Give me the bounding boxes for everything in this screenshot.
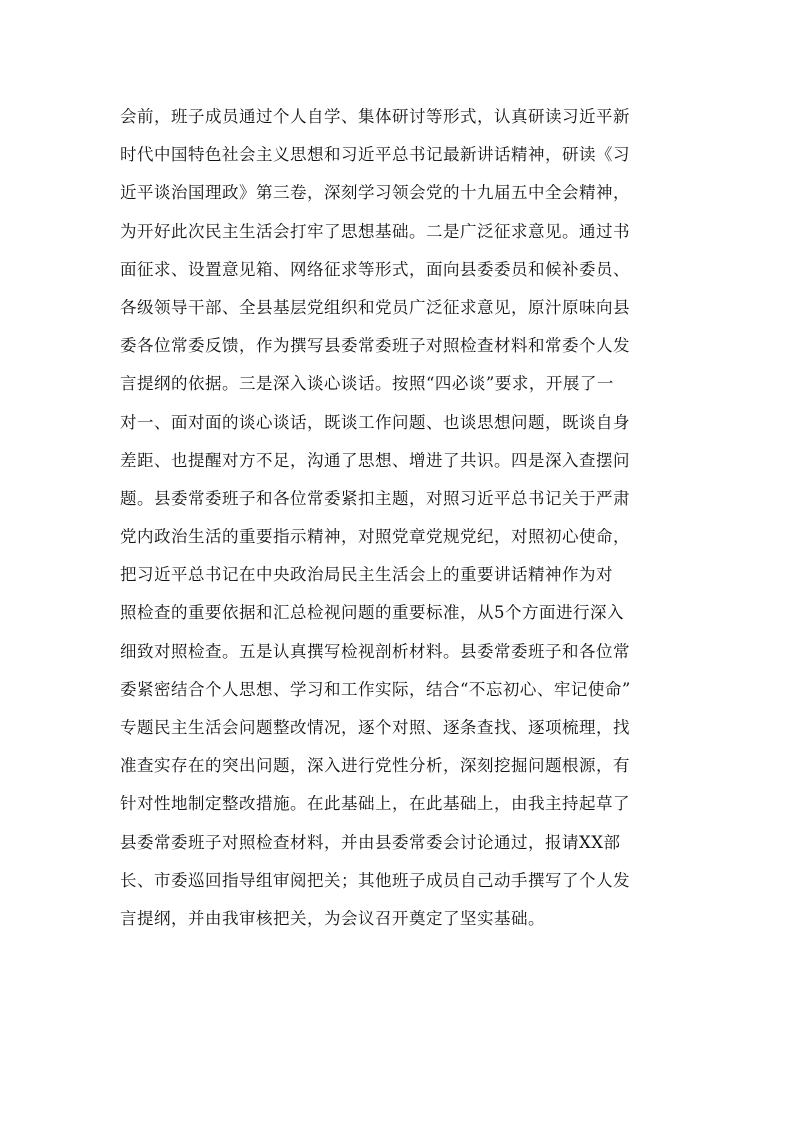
text-line-10: 差距、也提醒对方不足，沟通了思想、增进了共识。四是深入查摆问 bbox=[120, 450, 630, 470]
text-line-6: 各级领导干部、全县基层党组织和党员广泛征求意见，原汁原味向县 bbox=[120, 297, 630, 317]
text-line-14: 照检查的重要依据和汇总检视问题的重要标准，从5个方面进行深入 bbox=[120, 603, 624, 623]
text-line-1: 会前，班子成员通过个人自学、集体研讨等形式，认真研读习近平新 bbox=[120, 107, 630, 126]
text-line-3: 近平谈治国理政》第三卷，深刻学习领会党的十九届五中全会精神， bbox=[120, 183, 630, 203]
text-line-7: 委各位常委反馈，作为撰写县委常委班子对照检查材料和常委个人发 bbox=[120, 336, 630, 356]
text-line-16: 委紧密结合个人思想、学习和工作实际，结合“不忘初心、牢记使命” bbox=[120, 679, 631, 699]
text-line-21: 长、市委巡回指导组审阅把关；其他班子成员自己动手撰写了个人发 bbox=[120, 870, 630, 890]
text-line-8: 言提纲的依据。三是深入谈心谈话。按照“四必谈”要求，开展了一 bbox=[120, 374, 614, 394]
text-line-9: 对一、面对面的谈心谈话，既谈工作问题、也谈思想问题，既谈自身 bbox=[120, 412, 630, 432]
text-line-15: 细致对照检查。五是认真撰写检视剖析材料。县委常委班子和各位常 bbox=[120, 641, 630, 661]
body-paragraph bbox=[120, 98, 700, 938]
text-line-22: 言提纲，并由我审核把关，为会议召开奠定了坚实基础。 bbox=[120, 908, 545, 928]
text-line-19: 针对性地制定整改措施。在此基础上，在此基础上，由我主持起草了 bbox=[120, 794, 630, 814]
text-line-11: 题。县委常委班子和各位常委紧扣主题，对照习近平总书记关于严肃 bbox=[120, 488, 630, 508]
text-line-20: 县委常委班子对照检查材料，并由县委常委会讨论通过，报请XX部 bbox=[120, 832, 621, 852]
text-line-17: 专题民主生活会问题整改情况，逐个对照、逐条查找、逐项梳理，找 bbox=[120, 718, 630, 737]
text-line-5: 面征求、设置意见箱、网络征求等形式，面向县委委员和候补委员、 bbox=[120, 259, 630, 279]
text-line-12: 党内政治生活的重要指示精神，对照党章党规党纪，对照初心使命， bbox=[120, 527, 630, 547]
text-line-13: 把习近平总书记在中央政治局民主生活会上的重要讲话精神作为对 bbox=[120, 565, 613, 585]
text-line-18: 准查实存在的突出问题，深入进行党性分析，深刻挖掘问题根源，有 bbox=[120, 756, 630, 776]
text-line-2: 时代中国特色社会主义思想和习近平总书记最新讲话精神，研读《习 bbox=[120, 145, 630, 165]
text-line-4: 为开好此次民主生活会打牢了思想基础。二是广泛征求意见。通过书 bbox=[120, 221, 630, 241]
